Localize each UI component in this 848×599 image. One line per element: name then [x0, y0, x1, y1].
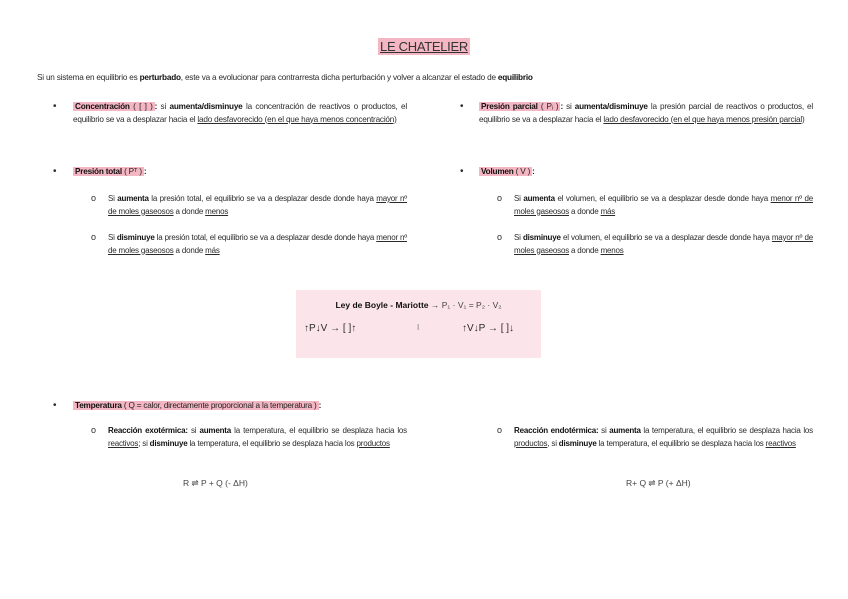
- page-title: LE CHATELIER: [378, 38, 470, 55]
- volumen-aumenta: [514, 193, 813, 218]
- text: Si: [514, 233, 523, 242]
- boyle-volume-relation: ↑V↓P → [ ]↓: [462, 323, 515, 334]
- bold-aumenta: aumenta: [523, 194, 555, 203]
- concentracion-text: la concentración de reactivos o productos, el equilibrio se va a desplazar hacia el: [73, 102, 407, 124]
- presion-total-disminuye: [108, 232, 407, 257]
- bold-disminuye: disminuye: [522, 233, 561, 242]
- text: a donde: [173, 206, 206, 216]
- colon: :: [154, 102, 158, 111]
- circle-bullet: o: [497, 425, 503, 435]
- bullet-dot: •: [53, 400, 57, 411]
- boyle-title-line: [296, 300, 541, 310]
- presion-total-aumenta: [108, 193, 407, 218]
- bold-aumenta: aumenta: [199, 426, 231, 435]
- text: la temperatura, el equilibrio se desplaza hacia los: [640, 426, 813, 435]
- text: la presión total, el equilibrio se va a desplazar desde donde haya: [148, 194, 377, 203]
- bullet-dot: •: [460, 101, 464, 112]
- text: Si: [514, 194, 524, 203]
- underlined: productos: [514, 438, 548, 448]
- bold-disminuye: disminuye: [558, 438, 597, 448]
- underlined: menos: [600, 245, 624, 255]
- concentracion-label: Concentración: [75, 102, 130, 111]
- bold-aumenta: aumenta: [117, 194, 149, 203]
- concentracion-item: [73, 101, 407, 126]
- temperatura-heading: [73, 400, 321, 413]
- reaccion-exotermica: [108, 425, 407, 450]
- endotermica-formula: R+ Q ⇌ P (+ ΔH): [626, 478, 691, 488]
- temperatura-label: Temperatura: [75, 401, 122, 410]
- volumen-label: Volumen: [481, 167, 514, 176]
- text: la temperatura, el equilibrio se desplaza hacia los: [596, 438, 766, 448]
- text: la temperatura, el equilibrio se desplaza hacia los: [187, 438, 357, 448]
- presion-parcial-bold: aumenta/disminuye: [574, 102, 648, 111]
- bullet-dot: •: [53, 166, 57, 177]
- presion-parcial-symbol: ( Pᵢ ): [540, 102, 559, 111]
- bullet-dot: •: [53, 101, 57, 112]
- presion-parcial-item: [479, 101, 813, 126]
- colon: :: [560, 102, 563, 111]
- circle-bullet: o: [91, 425, 97, 435]
- circle-bullet: o: [91, 193, 97, 203]
- boyle-pressure-relation: ↑P↓V → [ ]↑: [304, 323, 357, 334]
- exotermica-label: Reacción exotérmica:: [108, 426, 188, 435]
- underlined: más: [600, 206, 616, 216]
- circle-bullet: o: [91, 232, 97, 242]
- circle-bullet: o: [497, 193, 503, 203]
- intro-text-mid: , este va a evolucionar para contrarresta dicha perturbación y volver a alcanzar el estado de: [180, 73, 498, 82]
- underlined: productos: [356, 438, 390, 448]
- intro-bold-perturbado: perturbado: [139, 73, 181, 82]
- boyle-formula: → P₁ · V₁ = P₂ · V₂: [428, 300, 502, 310]
- underlined: reactivos: [765, 438, 796, 448]
- colon: :: [318, 401, 322, 410]
- text: a donde: [569, 206, 601, 216]
- volumen-disminuye: [514, 232, 813, 257]
- underlined: reactivos: [108, 438, 139, 448]
- bullet-dot: •: [460, 166, 464, 177]
- text: Si: [108, 233, 117, 242]
- volumen-heading: [479, 166, 535, 179]
- text: si: [187, 426, 200, 435]
- text: a donde: [173, 245, 206, 255]
- endotermica-label: Reacción endotérmica:: [514, 426, 599, 435]
- volumen-symbol: ( V ): [515, 167, 531, 176]
- intro-paragraph: [37, 73, 827, 82]
- bold-disminuye: disminuye: [149, 438, 188, 448]
- boyle-mariotte-box: [296, 290, 541, 358]
- text: la temperatura, el equilibrio se desplaza hacia los: [231, 426, 407, 435]
- text: Si: [108, 194, 118, 203]
- underlined: menos: [205, 206, 229, 216]
- text: ; si: [138, 438, 150, 448]
- presion-total-symbol: ( Pᵀ ): [124, 167, 142, 176]
- bold-disminuye: disminuye: [116, 233, 155, 242]
- reaccion-endotermica: [514, 425, 813, 450]
- text: el volumen, el equilibrio se va a desplazar desde donde haya: [554, 194, 771, 203]
- presion-parcial-underlined: lado desfavorecido (en el que haya menos presión parcial): [603, 114, 805, 124]
- intro-text: Si un sistema en equilibrio es: [37, 73, 140, 82]
- text: si: [157, 102, 170, 111]
- bold-aumenta: aumenta: [609, 426, 641, 435]
- text: si: [598, 426, 610, 435]
- text: el volumen, el equilibrio se va a desplazar desde donde haya: [560, 233, 772, 242]
- exotermica-formula: R ⇌ P + Q (- ΔH): [183, 478, 248, 488]
- presion-parcial-text: la presión parcial de reactivos o productos, el equilibrio se va a desplazar hacia el: [479, 102, 813, 124]
- concentracion-underlined: lado desfavorecido (en el que haya menos concentración): [197, 114, 397, 124]
- text: a donde: [569, 245, 601, 255]
- colon: :: [532, 167, 535, 176]
- boyle-title: Ley de Boyle - Mariotte: [335, 300, 429, 310]
- temperatura-symbol: ( Q = calor, directamente proporcional a la temperatura ): [123, 401, 317, 410]
- circle-bullet: o: [497, 232, 503, 242]
- presion-total-heading: [73, 166, 146, 179]
- underlined: menor nº de moles gaseosos: [514, 194, 813, 216]
- presion-total-label: Presión total: [75, 167, 122, 176]
- text: si: [563, 102, 575, 111]
- boyle-separator: I: [417, 323, 420, 332]
- underlined: mayor nº de moles gaseosos: [514, 233, 813, 255]
- colon: :: [143, 167, 147, 176]
- text: , si: [547, 438, 559, 448]
- underlined: menor nº de moles gaseosos: [108, 233, 407, 255]
- intro-bold-equilibrio: equilibrio: [497, 73, 533, 82]
- text: la presión total, el equilibrio se va a desplazar desde donde haya: [154, 233, 377, 242]
- underlined: mayor nº de moles gaseosos: [108, 194, 407, 216]
- presion-parcial-label: Presión parcial: [481, 102, 538, 111]
- concentracion-bold: aumenta/disminuye: [169, 102, 243, 111]
- concentracion-symbol: ( [ ] ): [133, 102, 153, 111]
- underlined: más: [205, 245, 220, 255]
